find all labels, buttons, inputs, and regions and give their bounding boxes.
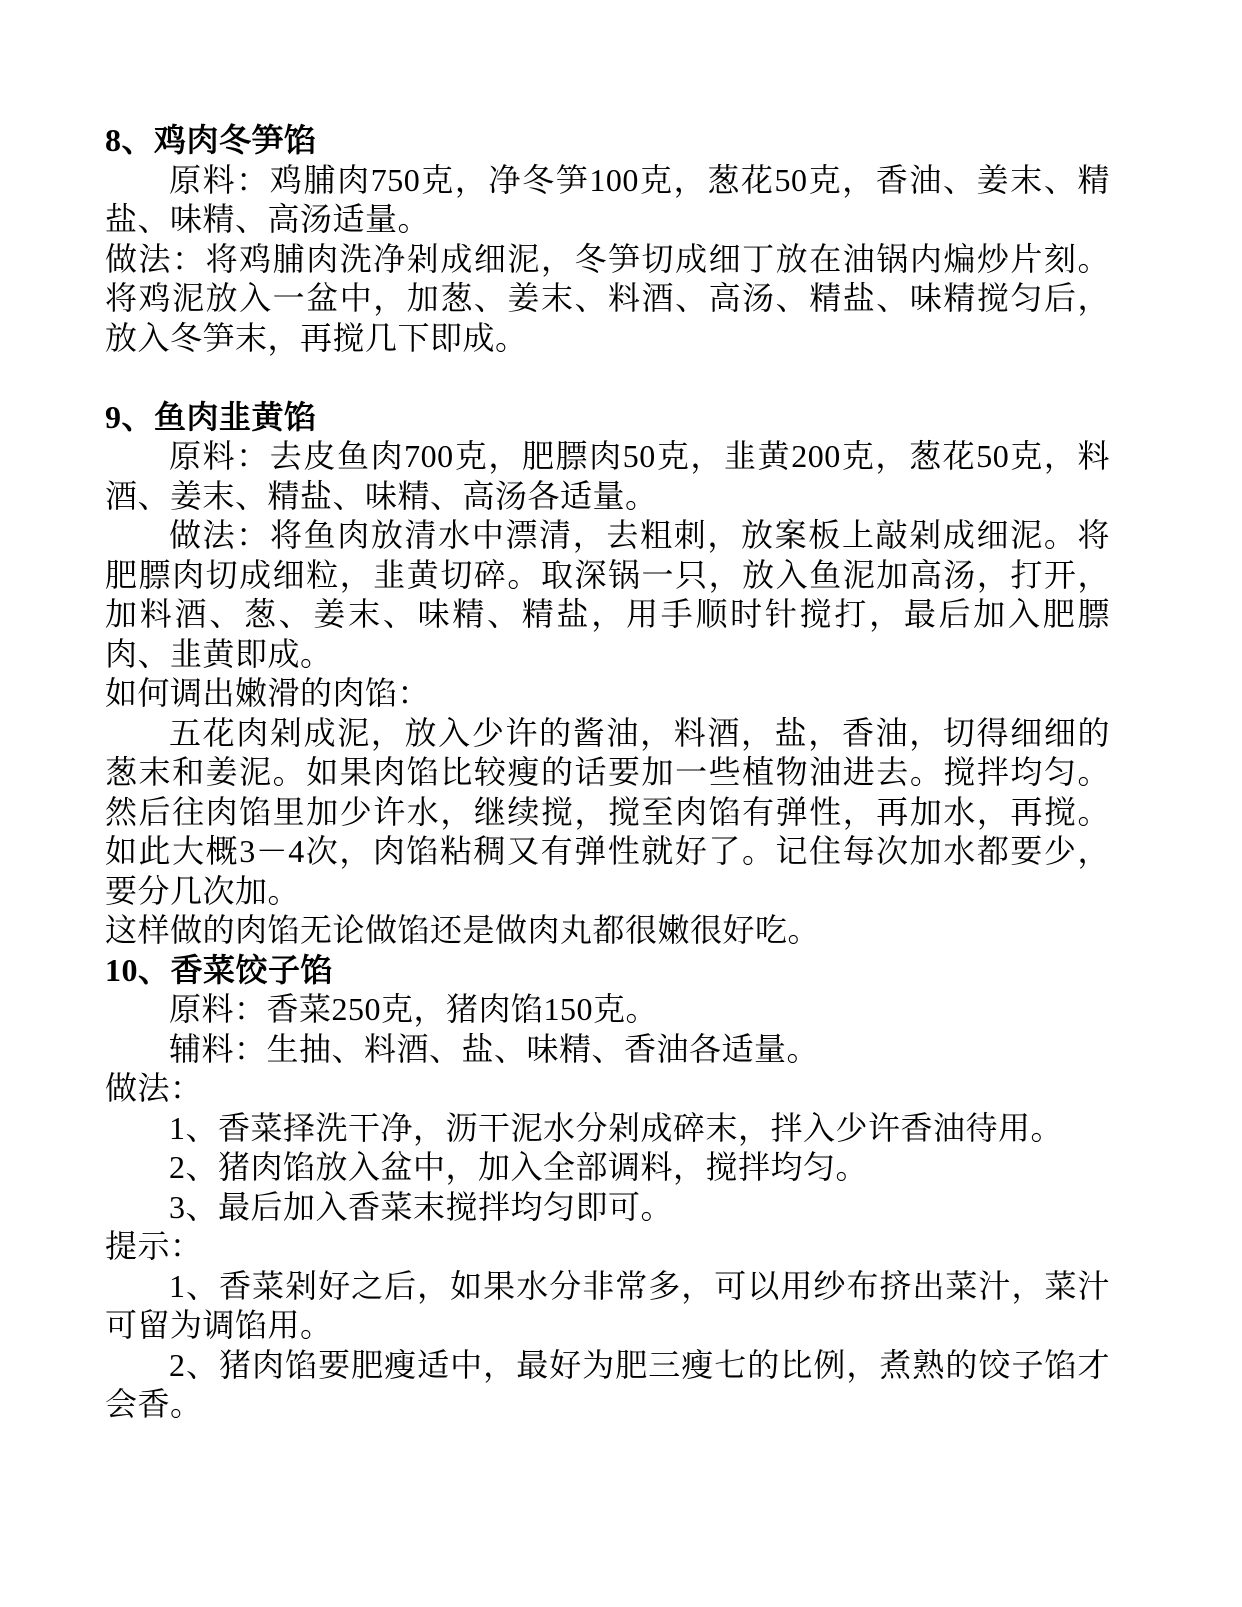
paragraph: 做法：将鱼肉放清水中漂清，去粗刺，放案板上敲剁成细泥。将肥膘肉切成细粒，韭黄切碎。取深锅一只，放入鱼泥加高汤，打开，加料酒、葱、姜末、味精、精盐，用手顺时针搅打，最后加入肥膘肉、韭黄即成。	[105, 517, 1110, 672]
section-heading: 10、香菜饺子馅	[105, 951, 334, 988]
paragraph: 这样做的肉馅无论做馅还是做肉丸都很嫩很好吃。	[105, 912, 821, 948]
paragraph: 3、最后加入香菜末搅拌均匀即可。	[169, 1188, 674, 1225]
paragraph-spacer	[105, 358, 1110, 398]
section-heading: 9、鱼肉韭黄馅	[105, 398, 317, 435]
paragraph: 2、猪肉馅放入盆中，加入全部调料，搅拌均匀。	[169, 1149, 869, 1185]
paragraph: 1、香菜择洗干净，沥干泥水分剁成碎末，拌入少许香油待用。	[169, 1109, 1064, 1146]
paragraph: 辅料：生抽、料酒、盐、味精、香油各适量。	[169, 1030, 820, 1067]
document-content	[105, 121, 1110, 1425]
paragraph: 原料：鸡脯肉750克，净冬笋100克，葱花50克，香油、姜末、精盐、味精、高汤适量。	[105, 161, 1110, 237]
paragraph: 原料：香菜250克，猪肉馅150克。	[169, 991, 659, 1027]
paragraph: 原料：去皮鱼肉700克，肥膘肉50克，韭黄200克，葱花50克，料酒、姜末、精盐、味精、高汤各适量。	[105, 438, 1110, 514]
paragraph: 1、香菜剁好之后，如果水分非常多，可以用纱布挤出菜汁，菜汁可留为调馅用。	[105, 1267, 1110, 1343]
paragraph: 提示：	[105, 1228, 203, 1264]
section-heading: 8、鸡肉冬笋馅	[105, 122, 317, 158]
paragraph: 五花肉剁成泥，放入少许的酱油，料酒，盐，香油，切得细细的葱末和姜泥。如果肉馅比较瘦的话要加一些植物油进去。搅拌均匀。然后往肉馅里加少许水，继续搅，搅至肉馅有弹性，再加水，再搅。如此大概3－4次，肉馅粘稠又有弹性就好了。记住每次加水都要少，要分几次加。	[105, 714, 1110, 909]
paragraph: 2、猪肉馅要肥瘦适中，最好为肥三瘦七的比例，煮熟的饺子馅才会香。	[105, 1346, 1110, 1422]
paragraph: 如何调出嫩滑的肉馅：	[105, 675, 431, 711]
paragraph: 做法：将鸡脯肉洗净剁成细泥，冬笋切成细丁放在油锅内煸炒片刻。将鸡泥放入一盆中，加葱、姜末、料酒、高汤、精盐、味精搅匀后，放入冬笋末，再搅几下即成。	[105, 240, 1110, 356]
paragraph: 做法：	[105, 1070, 203, 1106]
